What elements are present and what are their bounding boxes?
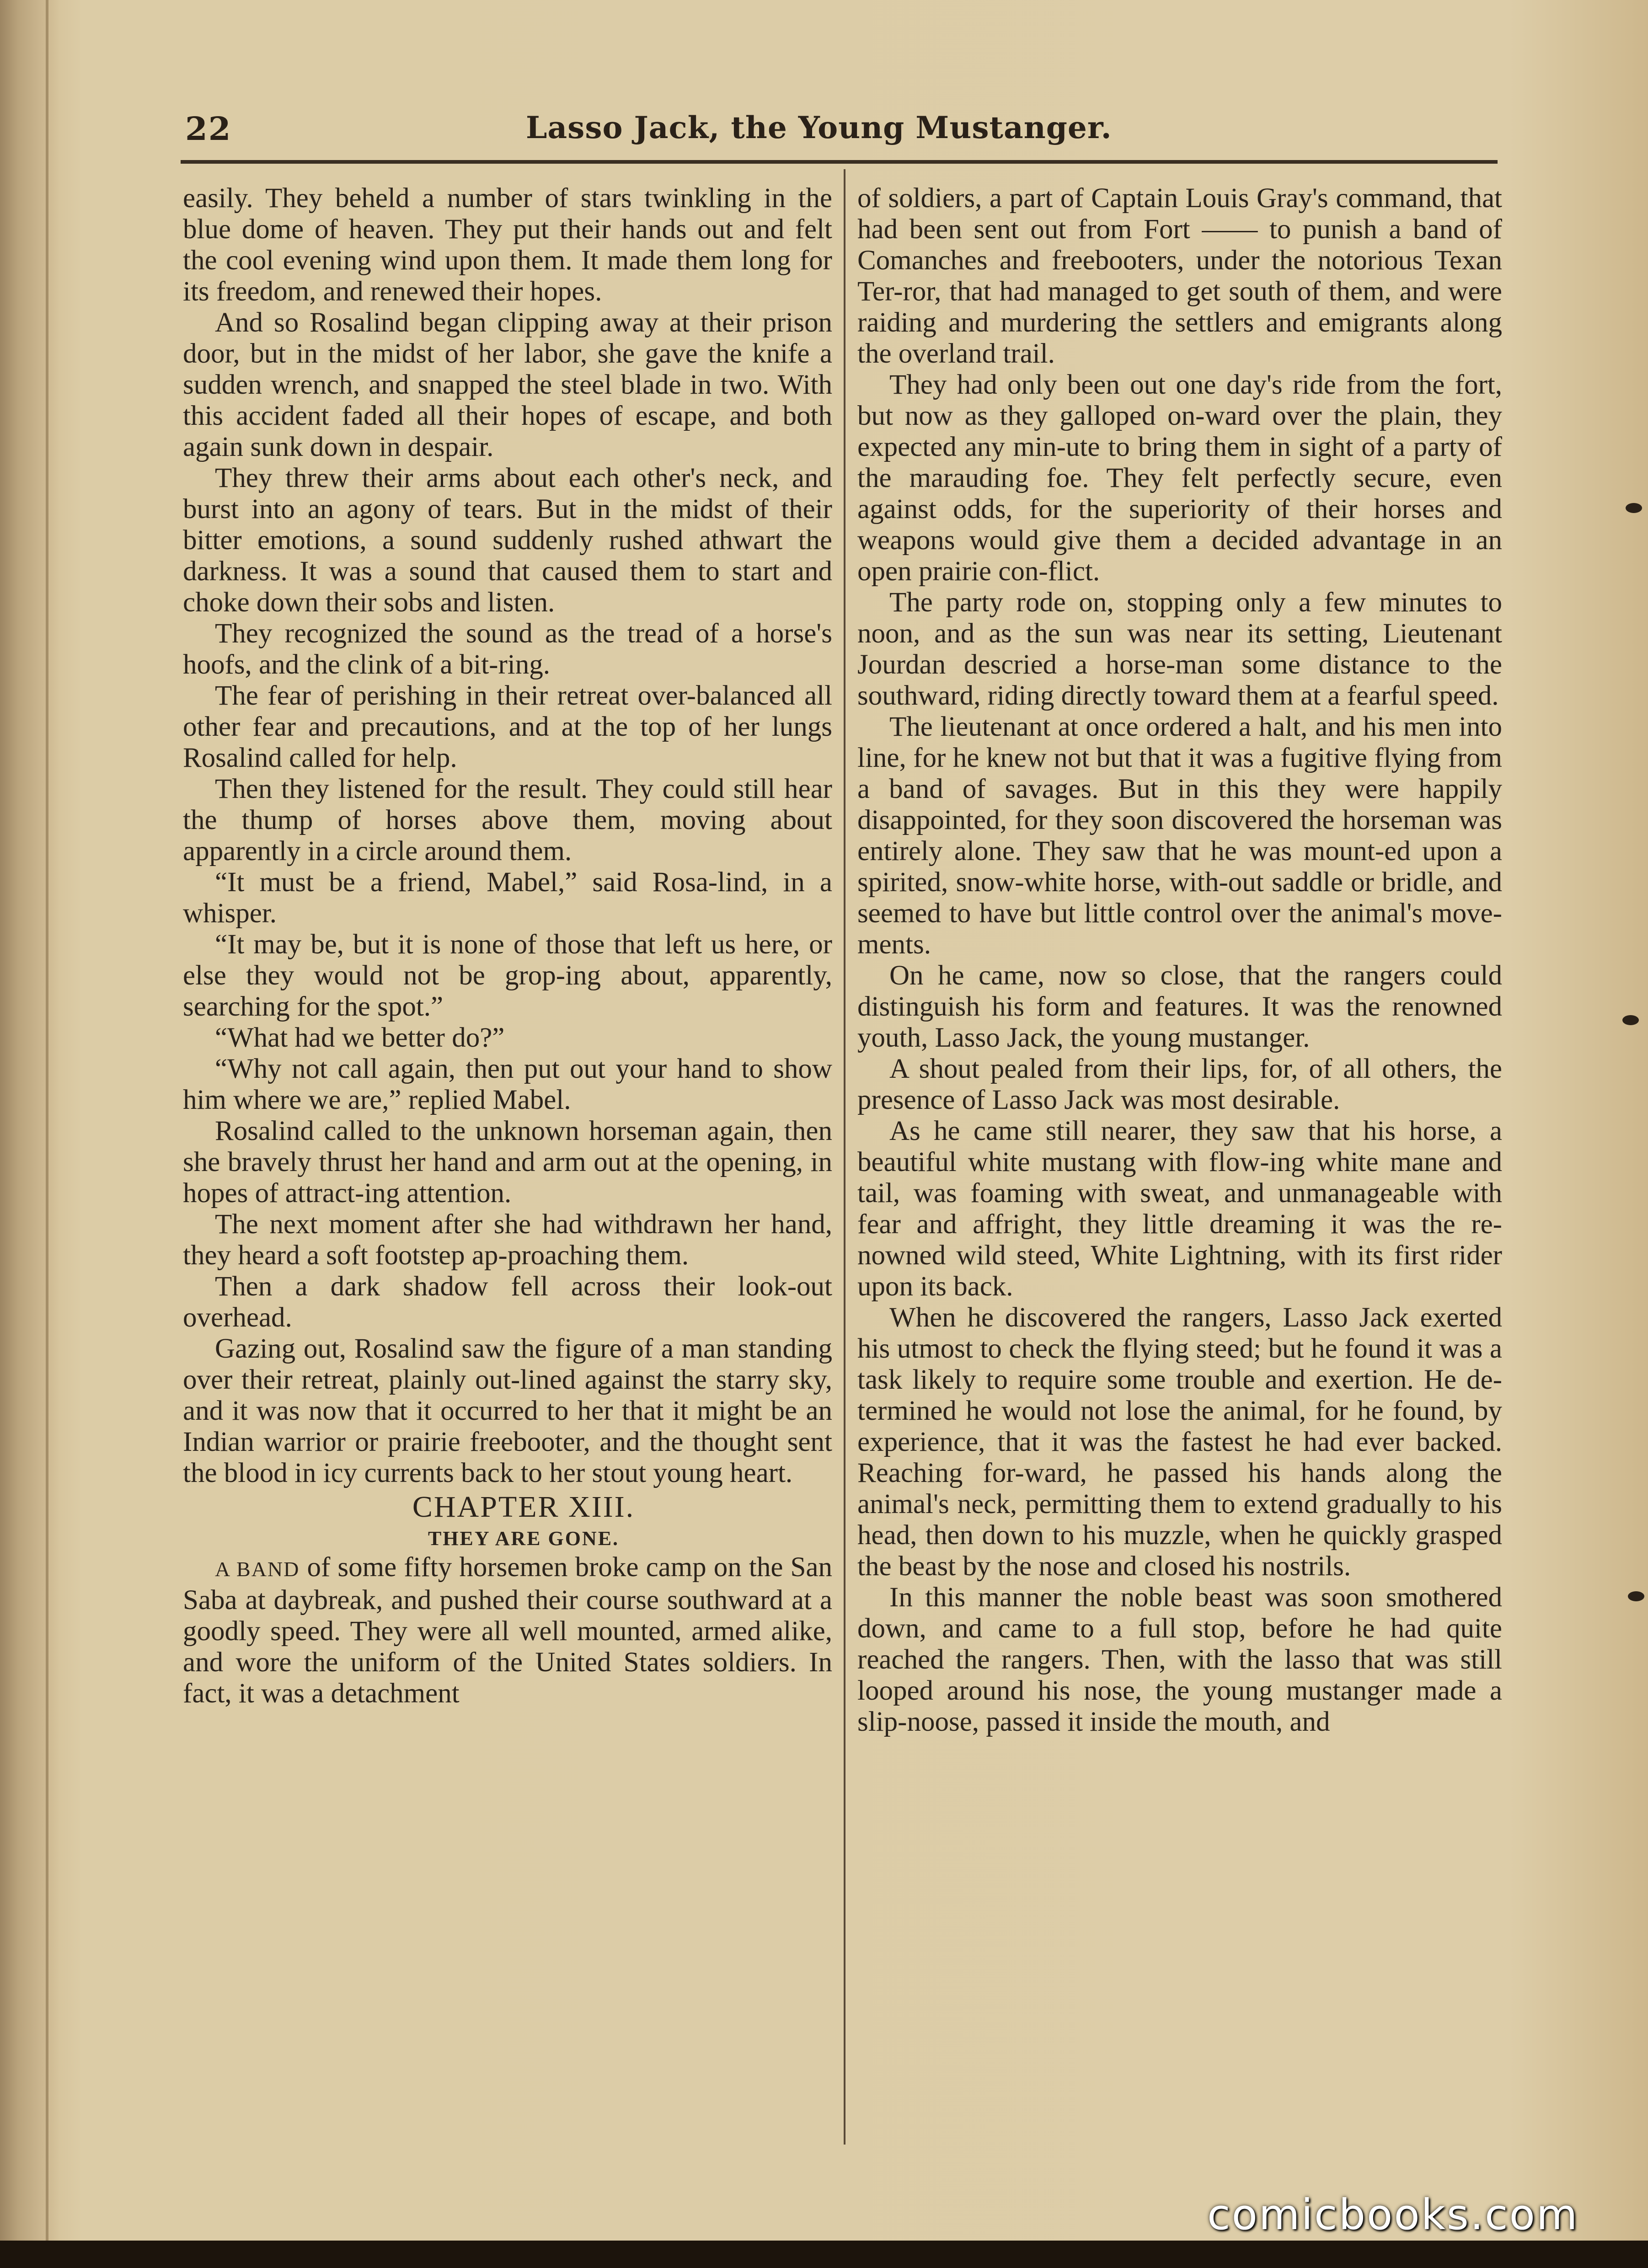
paragraph: The party rode on, stopping only a few minutes to noon, and as the sun was near its setting, Lieutenant Jourdan descried a horse-man some distance to the southward, riding directly toward them at a fearful speed. (857, 587, 1502, 711)
paragraph: They threw their arms about each other's neck, and burst into an agony of tears. But in the midst of their bitter emotions, a sound suddenly rushed athwart the darkness. It was a sound that caused them to start and choke down their sobs and listen. (183, 463, 832, 618)
paragraph: As he came still nearer, they saw that his horse, a beautiful white mustang with flow-ing white mane and tail, was foaming with sweat, and unmanageable with fear and affright, they little dreaming it was the re-nowned wild steed, White Lightning, with its first rider upon its back. (857, 1116, 1502, 1302)
paragraph: Rosalind called to the unknown horseman again, then she bravely thrust her hand and arm out at the opening, in hopes of attract-ing attention. (183, 1116, 832, 1209)
paragraph: Then a dark shadow fell across their look-out overhead. (183, 1271, 832, 1333)
paragraph: They had only been out one day's ride from the fort, but now as they galloped on-ward over the plain, they expected any min-ute to bring them in sight of a party of the marauding foe. They felt perfectly secure, even against odds, for the superiority of their horses and weapons would give them a decided advantage in an open prairie con-flict. (857, 369, 1502, 587)
drop-word: A BAND (215, 1557, 300, 1581)
paragraph: A shout pealed from their lips, for, of all others, the presence of Lasso Jack was most desirable. (857, 1054, 1502, 1115)
scan-bottom-edge (0, 2241, 1648, 2268)
paragraph: They recognized the sound as the tread of a horse's hoofs, and the clink of a bit-ring. (183, 618, 832, 680)
paragraph: In this manner the noble beast was soon smothered down, and came to a full stop, before he had quite reached the rangers. Then, with the lasso that was still looped around his nose, the young mustanger made a slip-noose, passed it inside the mouth, and (857, 1582, 1502, 1737)
chapter-opening-text: of some fifty horsemen broke camp on the San Saba at daybreak, and pushed their course southward at a goodly speed. They were all well mounted, armed alike, and wore the uniform of the United States soldiers. In fact, it was a detachment (183, 1552, 832, 1709)
paragraph: “It must be a friend, Mabel,” said Rosa-lind, in a whisper. (183, 867, 832, 929)
paragraph: And so Rosalind began clipping away at their prison door, but in the midst of her labor, she gave the knife a sudden wrench, and snapped the steel blade in two. With this accident faded all their hopes of escape, and both again sunk down in despair. (183, 307, 832, 462)
paragraph: On he came, now so close, that the rangers could distinguish his form and features. It was the renowned youth, Lasso Jack, the young mustanger. (857, 960, 1502, 1053)
chapter-heading: CHAPTER XIII. (412, 1490, 635, 1524)
margin-ink-mark (1626, 503, 1642, 513)
page-number: 22 (185, 110, 232, 148)
running-title: Lasso Jack, the Young Mustanger. (526, 110, 1112, 145)
paragraph: “It may be, but it is none of those that left us here, or else they would not be grop-ing about, apparently, searching for the spot.” (183, 929, 832, 1022)
paragraph: easily. They beheld a number of stars twinkling in the blue dome of heaven. They put their hands out and felt the cool evening wind upon them. It made them long for its freedom, and renewed their hopes. (183, 183, 832, 307)
paragraph: The lieutenant at once ordered a halt, and his men into line, for he knew not but that it was a fugitive flying from a band of savages. But in this they were happily disappointed, for they soon discovered the horseman was entirely alone. They saw that he was mount-ed upon a spirited, snow-white horse, with-out saddle or bridle, and seemed to have but little control over the animal's move-ments. (857, 711, 1502, 960)
chapter-opening-paragraph (183, 1552, 832, 1709)
paragraph: of soldiers, a part of Captain Louis Gray's command, that had been sent out from Fort —— to punish a band of Comanches and freebooters, under the notorious Texan Ter-ror, that had managed to get south of them, and were raiding and murdering the settlers and emigrants along the overland trail. (857, 183, 1502, 369)
paragraph: Then they listened for the result. They could still hear the thump of horses above them, moving about apparently in a circle around them. (183, 774, 832, 867)
site-watermark: comicbooks.com (1207, 2190, 1579, 2239)
page-spine-shadow (0, 0, 59, 2268)
chapter-subheading: THEY ARE GONE. (428, 1527, 620, 1550)
right-column (857, 183, 1502, 1738)
paragraph: “Why not call again, then put out your hand to show him where we are,” replied Mabel. (183, 1054, 832, 1115)
binding-line (46, 0, 48, 2268)
left-column (183, 183, 832, 1709)
paragraph: The fear of perishing in their retreat over-balanced all other fear and precautions, and at the top of her lungs Rosalind called for help. (183, 680, 832, 773)
paragraph: The next moment after she had withdrawn her hand, they heard a soft footstep ap-proaching them. (183, 1209, 832, 1271)
margin-ink-mark (1622, 1015, 1639, 1025)
column-divider (844, 169, 845, 2145)
paragraph: “What had we better do?” (215, 1022, 505, 1053)
margin-ink-mark (1628, 1591, 1644, 1601)
paragraph: Gazing out, Rosalind saw the figure of a man standing over their retreat, plainly out-lined against the starry sky, and it was now that it occurred to her that it might be an Indian warrior or prairie freebooter, and the thought sent the blood in icy currents back to her stout young heart. (183, 1333, 832, 1488)
header-rule (181, 160, 1498, 164)
paragraph: When he discovered the rangers, Lasso Jack exerted his utmost to check the flying steed; but he found it was a task likely to require some trouble and exertion. He de-termined he would not lose the animal, for he found, by experience, that it was the fastest he had ever backed. Reaching for-ward, he passed his hands along the animal's neck, permitting them to extend gradually to his head, then down to his muzzle, when he quickly grasped the beast by the nose and closed his nostrils. (857, 1302, 1502, 1582)
